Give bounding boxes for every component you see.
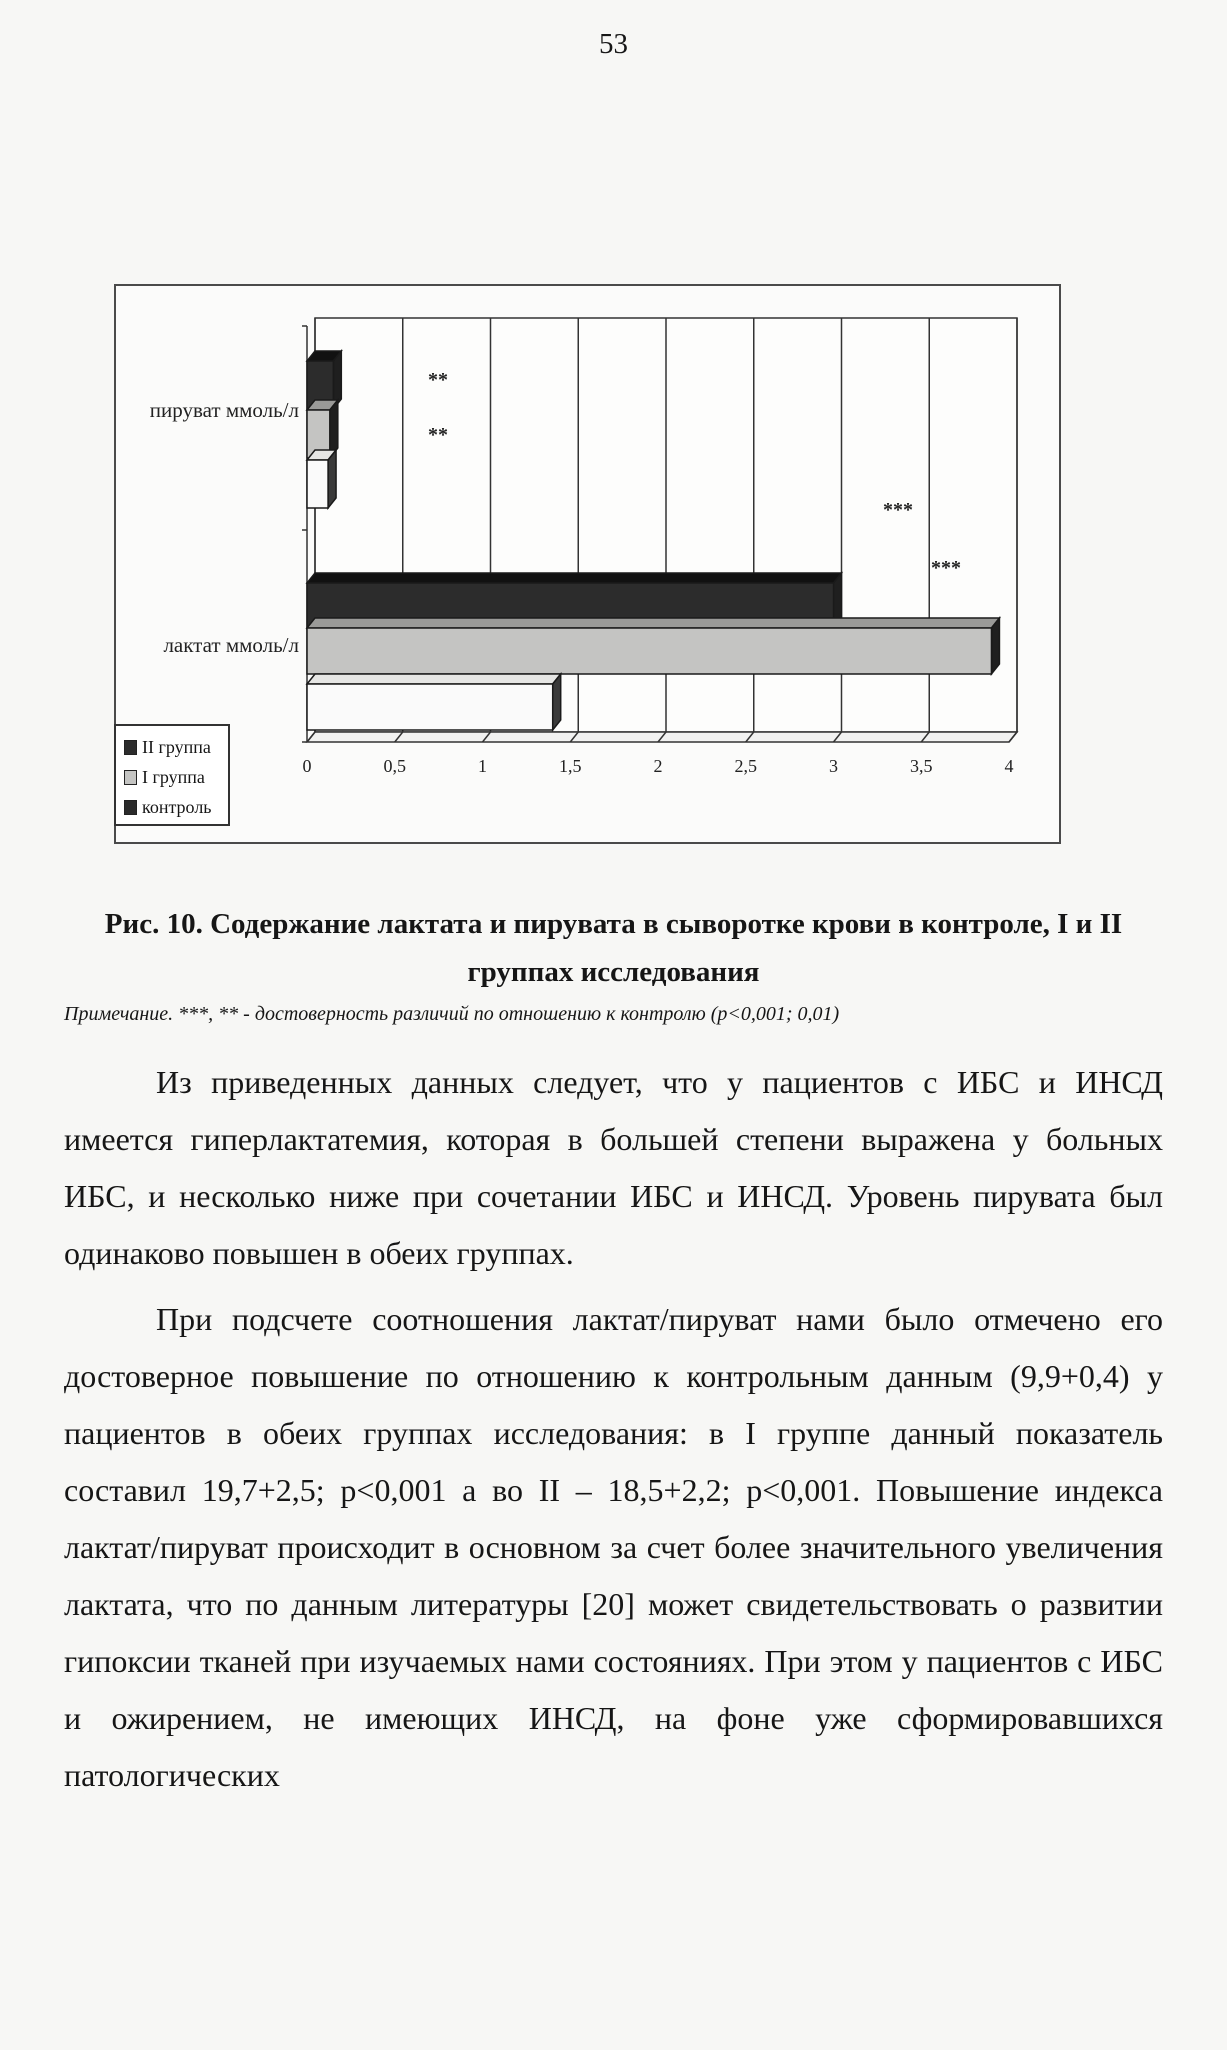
x-tick-label: 3 <box>829 756 838 776</box>
paragraph-1: Из приведенных данных следует, что у пациентов с ИБС и ИНСД имеется гиперлактатемия, которая в большей степени выражена у больных ИБС, и несколько ниже при сочетании ИБС и ИНСД. Уровень пирувата был одинаково повышен в обеих группах. <box>64 1064 1163 1271</box>
annotation-lactate-group1: *** <box>931 557 961 579</box>
paragraph-2: При подсчете соотношения лактат/пируват нами было отмечено его достоверное повышение по отношению к контрольным данным (9,9+0,4) у пациентов в обеих группах исследования: в I группе данный показатель составил 19,7+2,5; р<0,001 а во II – 18,5+2,2; р<0,001. Повышение индекса лактат/пируват происходит в основном за счет более значительного увеличения лактата, что по данным литературы [20] может свидетельствовать о развитии гипоксии тканей при изучаемых нами состояниях. При этом у пациентов с ИБС и ожирением, не имеющих ИНСД, на фоне уже сформировавшихся патологических <box>64 1301 1163 1793</box>
bar-lactate-s2-side <box>553 674 561 730</box>
legend-item-control <box>124 792 222 822</box>
legend-label-control: контроль <box>142 796 212 817</box>
legend-swatch-group1 <box>124 770 137 785</box>
annotation-lactate-group2: *** <box>883 499 913 521</box>
bar-lactate-s1-top <box>307 618 999 628</box>
chart-legend <box>114 724 230 826</box>
annotation-pyruvate-group1: ** <box>428 424 448 446</box>
bar-pyruvate-s2-side <box>328 450 336 508</box>
legend-label-group2: II группа <box>142 736 211 757</box>
bar-lactate-s1 <box>307 628 991 674</box>
category-label-pyruvate: пируват ммоль/л <box>149 398 299 422</box>
figure-note: Примечание. ***, ** - достоверность различий по отношению к контролю (р<0,001; 0,01) <box>64 1003 840 1025</box>
x-tick-label: 1,5 <box>559 756 582 776</box>
legend-item-group1 <box>124 762 222 792</box>
chart-frame <box>114 284 1061 844</box>
legend-swatch-control <box>124 800 137 815</box>
bar-lactate-s1-side <box>991 618 999 674</box>
x-tick-label: 3,5 <box>910 756 933 776</box>
annotation-pyruvate-group2: ** <box>428 369 448 391</box>
bar-lactate-s0-top <box>307 573 842 583</box>
legend-label-group1: I группа <box>142 766 205 787</box>
legend-item-group2 <box>124 732 222 762</box>
bar-chart <box>116 286 1059 842</box>
bar-pyruvate-s2 <box>307 460 328 508</box>
bar-lactate-s2-top <box>307 674 561 684</box>
x-tick-label: 2 <box>653 756 663 776</box>
page-number: 53 <box>599 28 628 60</box>
x-tick-label: 0,5 <box>383 756 406 776</box>
bar-lactate-s2 <box>307 684 553 730</box>
category-label-lactate: лактат ммоль/л <box>163 633 299 657</box>
x-tick-label: 1 <box>478 756 487 776</box>
x-tick-label: 0 <box>302 756 312 776</box>
legend-swatch-group2 <box>124 740 137 755</box>
figure-caption-continued: группах исследования <box>467 956 760 988</box>
x-tick-label: 4 <box>1004 756 1014 776</box>
x-tick-label: 2,5 <box>734 756 757 776</box>
figure-caption: Рис. 10. Содержание лактата и пирувата в сыворотке крови в контроле, I и II <box>104 908 1123 940</box>
